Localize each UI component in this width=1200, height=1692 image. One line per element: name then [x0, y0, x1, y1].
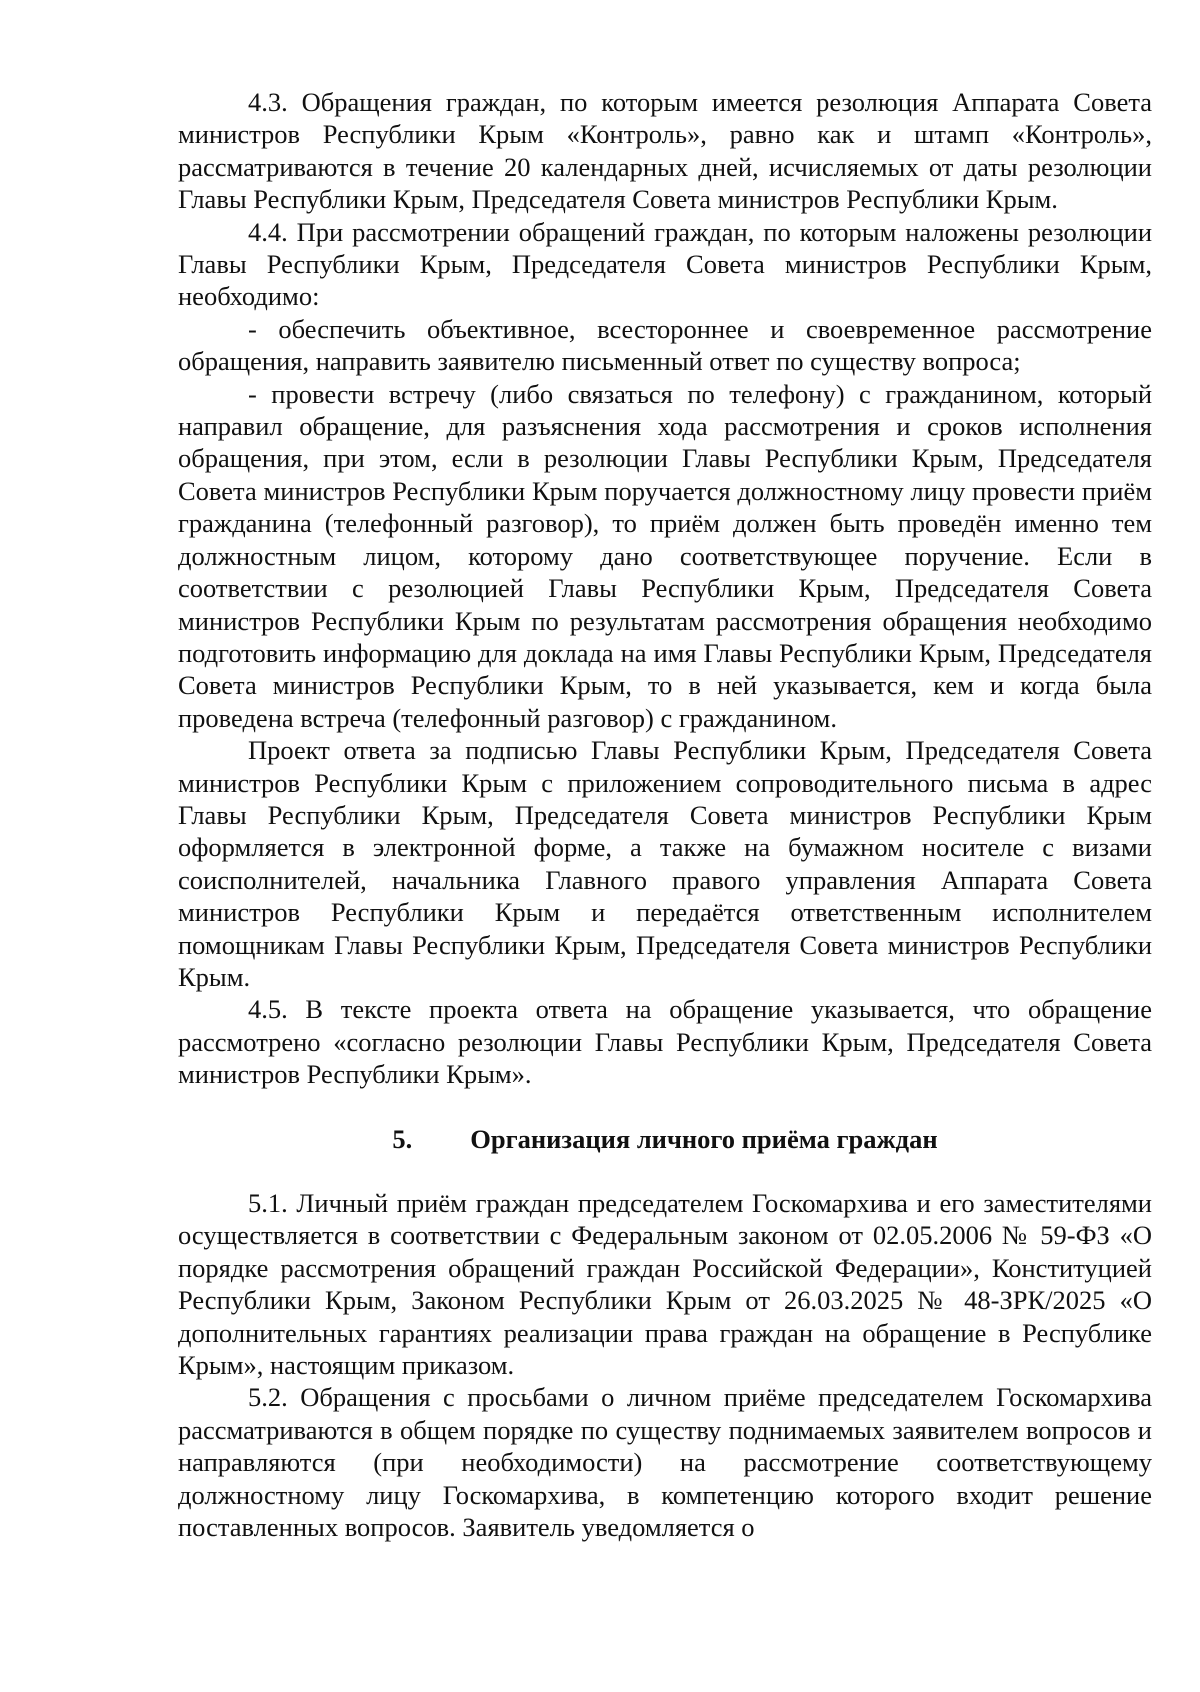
section-5-number: 5.	[392, 1123, 413, 1154]
paragraph-4-3: 4.3. Обращения граждан, по которым имеется резолюция Аппарата Совета министров Республики Крым «Контроль», равно как и штамп «Контроль», рассматриваются в течение 20 календарных дней, исчисляемых от даты резолюции Главы Республики Крым, Председателя Совета министров Республики Крым.	[178, 87, 1152, 215]
document-body	[178, 86, 1152, 1543]
paragraph-5-1: 5.1. Личный приём граждан председателем Госкомархива и его заместителями осуществляется в соответствии с Федеральным законом от 02.05.2006 № 59-ФЗ «О порядке рассмотрения обращений граждан Российской Федерации», Конституцией Республики Крым, Законом Республики Крым от 26.03.2025 № 48-ЗРК/2025 «О дополнительных гарантиях реализации права граждан на обращение в Республике Крым», настоящим приказом.	[178, 1188, 1152, 1381]
paragraph-4-4: 4.4. При рассмотрении обращений граждан, по которым наложены резолюции Главы Республики Крым, Председателя Совета министров Республики Крым, необходимо:	[178, 216, 1152, 312]
paragraph-5-2: 5.2. Обращения с просьбами о личном приёме председателем Госкомархива рассматриваются в общем порядке по существу поднимаемых заявителем вопросов и направляются (при необходимости) на рассмотрение соответствующему должностному лицу Госкомархива, в компетенцию которого входит решение поставленных вопросов. Заявитель уведомляется о	[178, 1382, 1152, 1543]
paragraph-4-5: 4.5. В тексте проекта ответа на обращение указывается, что обращение рассмотрено «согласно резолюции Главы Республики Крым, Председателя Совета министров Республики Крым».	[178, 994, 1152, 1090]
paragraph-4-4-item-1: - обеспечить объективное, всестороннее и своевременное рассмотрение обращения, направить заявителю письменный ответ по существу вопроса;	[178, 313, 1152, 377]
section-5-heading	[178, 1123, 1152, 1155]
paragraph-4-4-item-2: - провести встречу (либо связаться по телефону) с гражданином, который направил обращение, для разъяснения хода рассмотрения и сроков исполнения обращения, при этом, если в резолюции Главы Республики Крым, Председателя Совета министров Республики Крым поручается должностному лицу провести приём гражданина (телефонный разговор), то приём должен быть проведён именно тем должностным лицом, которому дано соответствующее поручение. Если в соответствии с резолюцией Главы Республики Крым, Председателя Совета министров Республики Крым по результатам рассмотрения обращения необходимо подготовить информацию для доклада на имя Главы Республики Крым, Председателя Совета министров Республики Крым, то в ней указывается, кем и когда была проведена встреча (телефонный разговор) с гражданином.	[178, 378, 1152, 733]
paragraph-project-answer: Проект ответа за подписью Главы Республики Крым, Председателя Совета министров Республики Крым с приложением сопроводительного письма в адрес Главы Республики Крым, Председателя Совета министров Республики Крым оформляется в электронной форме, а также на бумажном носителе с визами соисполнителей, начальника Главного правого управления Аппарата Совета министров Республики Крым и передаётся ответственным исполнителем помощникам Главы Республики Крым, Председателя Совета министров Республики Крым.	[178, 735, 1152, 992]
section-5-title: Организация личного приёма граждан	[470, 1123, 938, 1154]
